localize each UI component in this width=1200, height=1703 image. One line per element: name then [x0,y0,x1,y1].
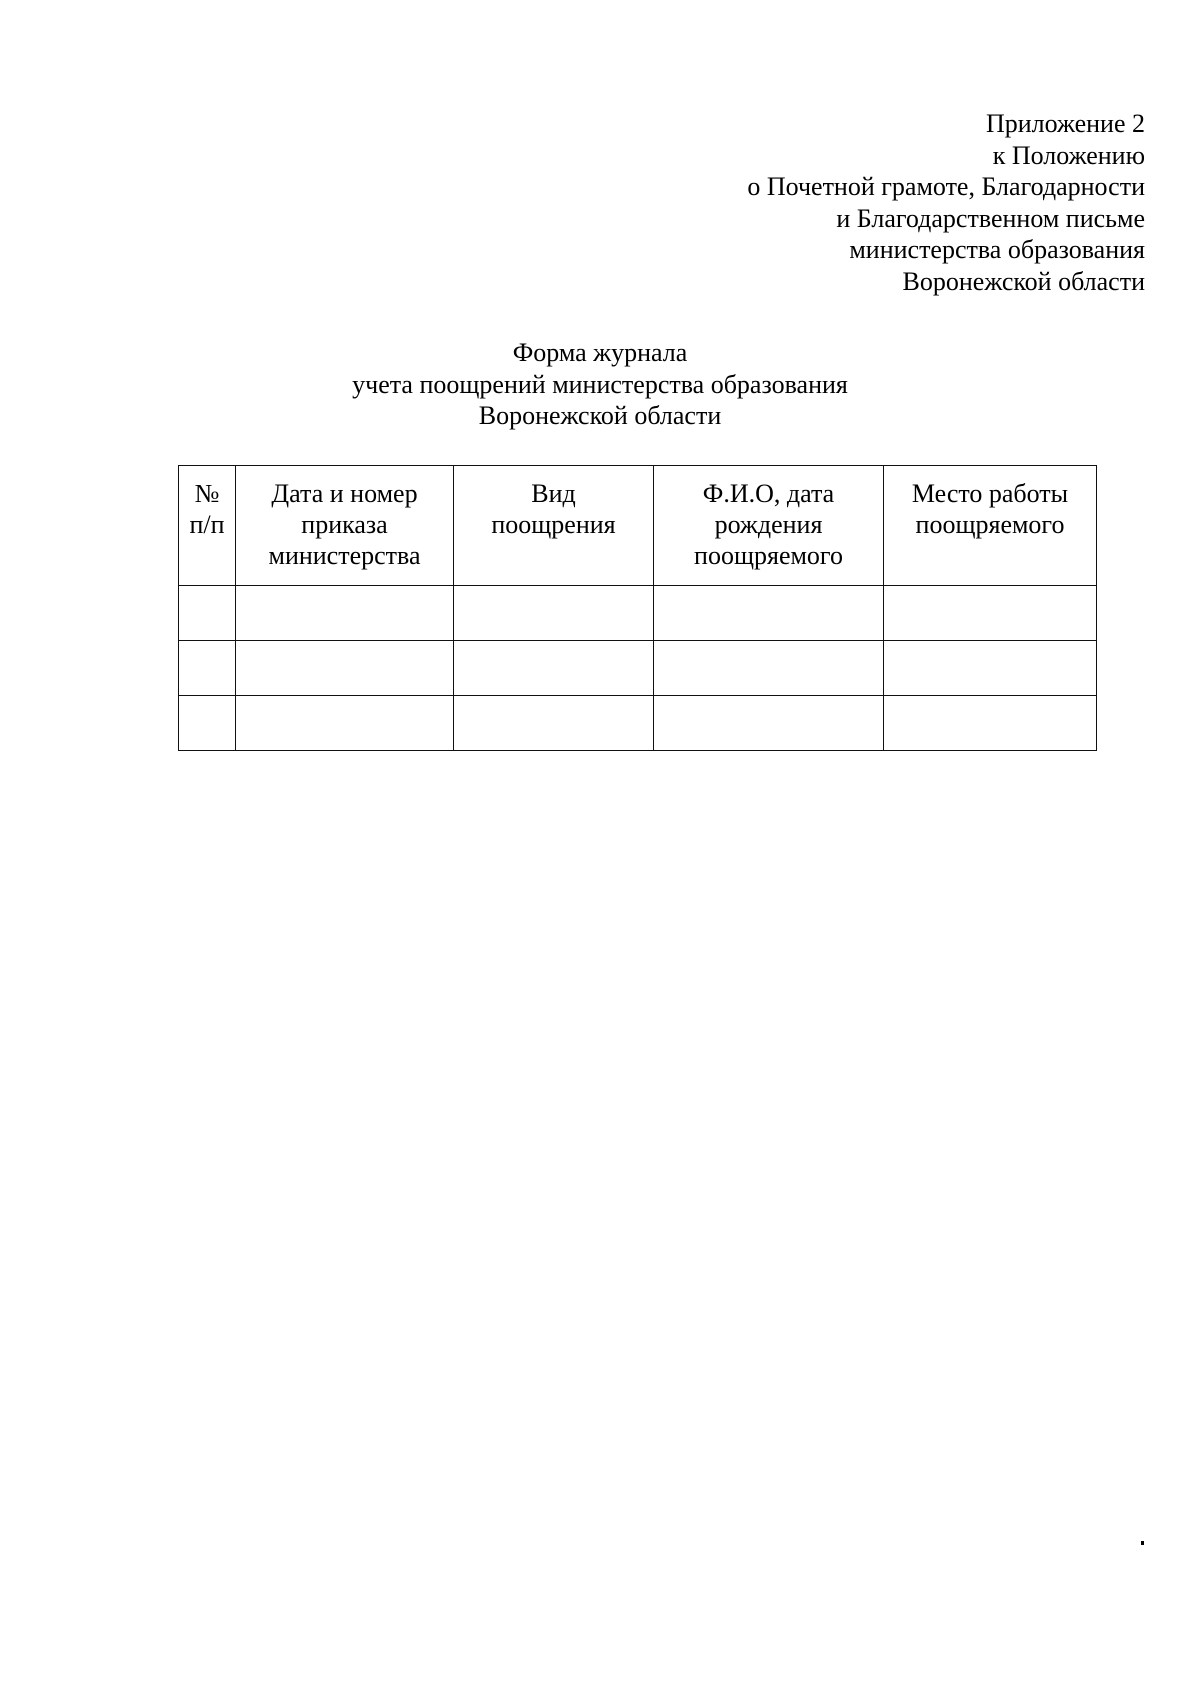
scan-speck [1141,1541,1144,1545]
table-cell [654,586,884,641]
journal-table [178,465,1097,751]
table-cell [454,586,654,641]
header-order-label: Дата и номер приказа министерства [268,479,421,570]
appendix-line: и Благодарственном письме [836,203,1145,233]
table-cell [179,696,236,751]
appendix-line: о Почетной грамоте, Благодарности [747,172,1145,201]
table-cell [179,641,236,696]
header-order-date-number [236,466,454,586]
table-header-row [179,466,1097,586]
table-cell [884,696,1097,751]
table-cell [654,696,884,751]
form-title-line: учета поощрений министерства образования [352,369,848,399]
header-workplace-label: Место работы поощряемого [911,479,1069,539]
table-cell [654,641,884,696]
table-cell [454,641,654,696]
header-number [179,466,236,586]
form-title [0,337,1200,432]
form-title-line: Форма журнала [512,338,688,367]
header-name-birthdate [654,466,884,586]
appendix-line: министерства образования [849,235,1145,264]
table-cell [454,696,654,751]
table-cell [884,641,1097,696]
appendix-line: Воронежской области [902,266,1145,296]
header-award-type [454,466,654,586]
table-cell [236,641,454,696]
table-cell [236,696,454,751]
table-cell [884,586,1097,641]
table-row [179,696,1097,751]
form-title-line: Воронежской области [478,401,722,430]
appendix-line: Приложение 2 [985,109,1145,138]
table-cell [236,586,454,641]
table-cell [179,586,236,641]
header-name-label: Ф.И.О, дата рождения поощряемого [694,479,843,570]
header-number-label: № п/п [189,479,225,539]
table-row [179,641,1097,696]
header-workplace [884,466,1097,586]
appendix-header [747,108,1145,297]
header-award-label: Вид поощрения [491,479,616,539]
table-row [179,586,1097,641]
appendix-line: к Положению [992,140,1145,170]
